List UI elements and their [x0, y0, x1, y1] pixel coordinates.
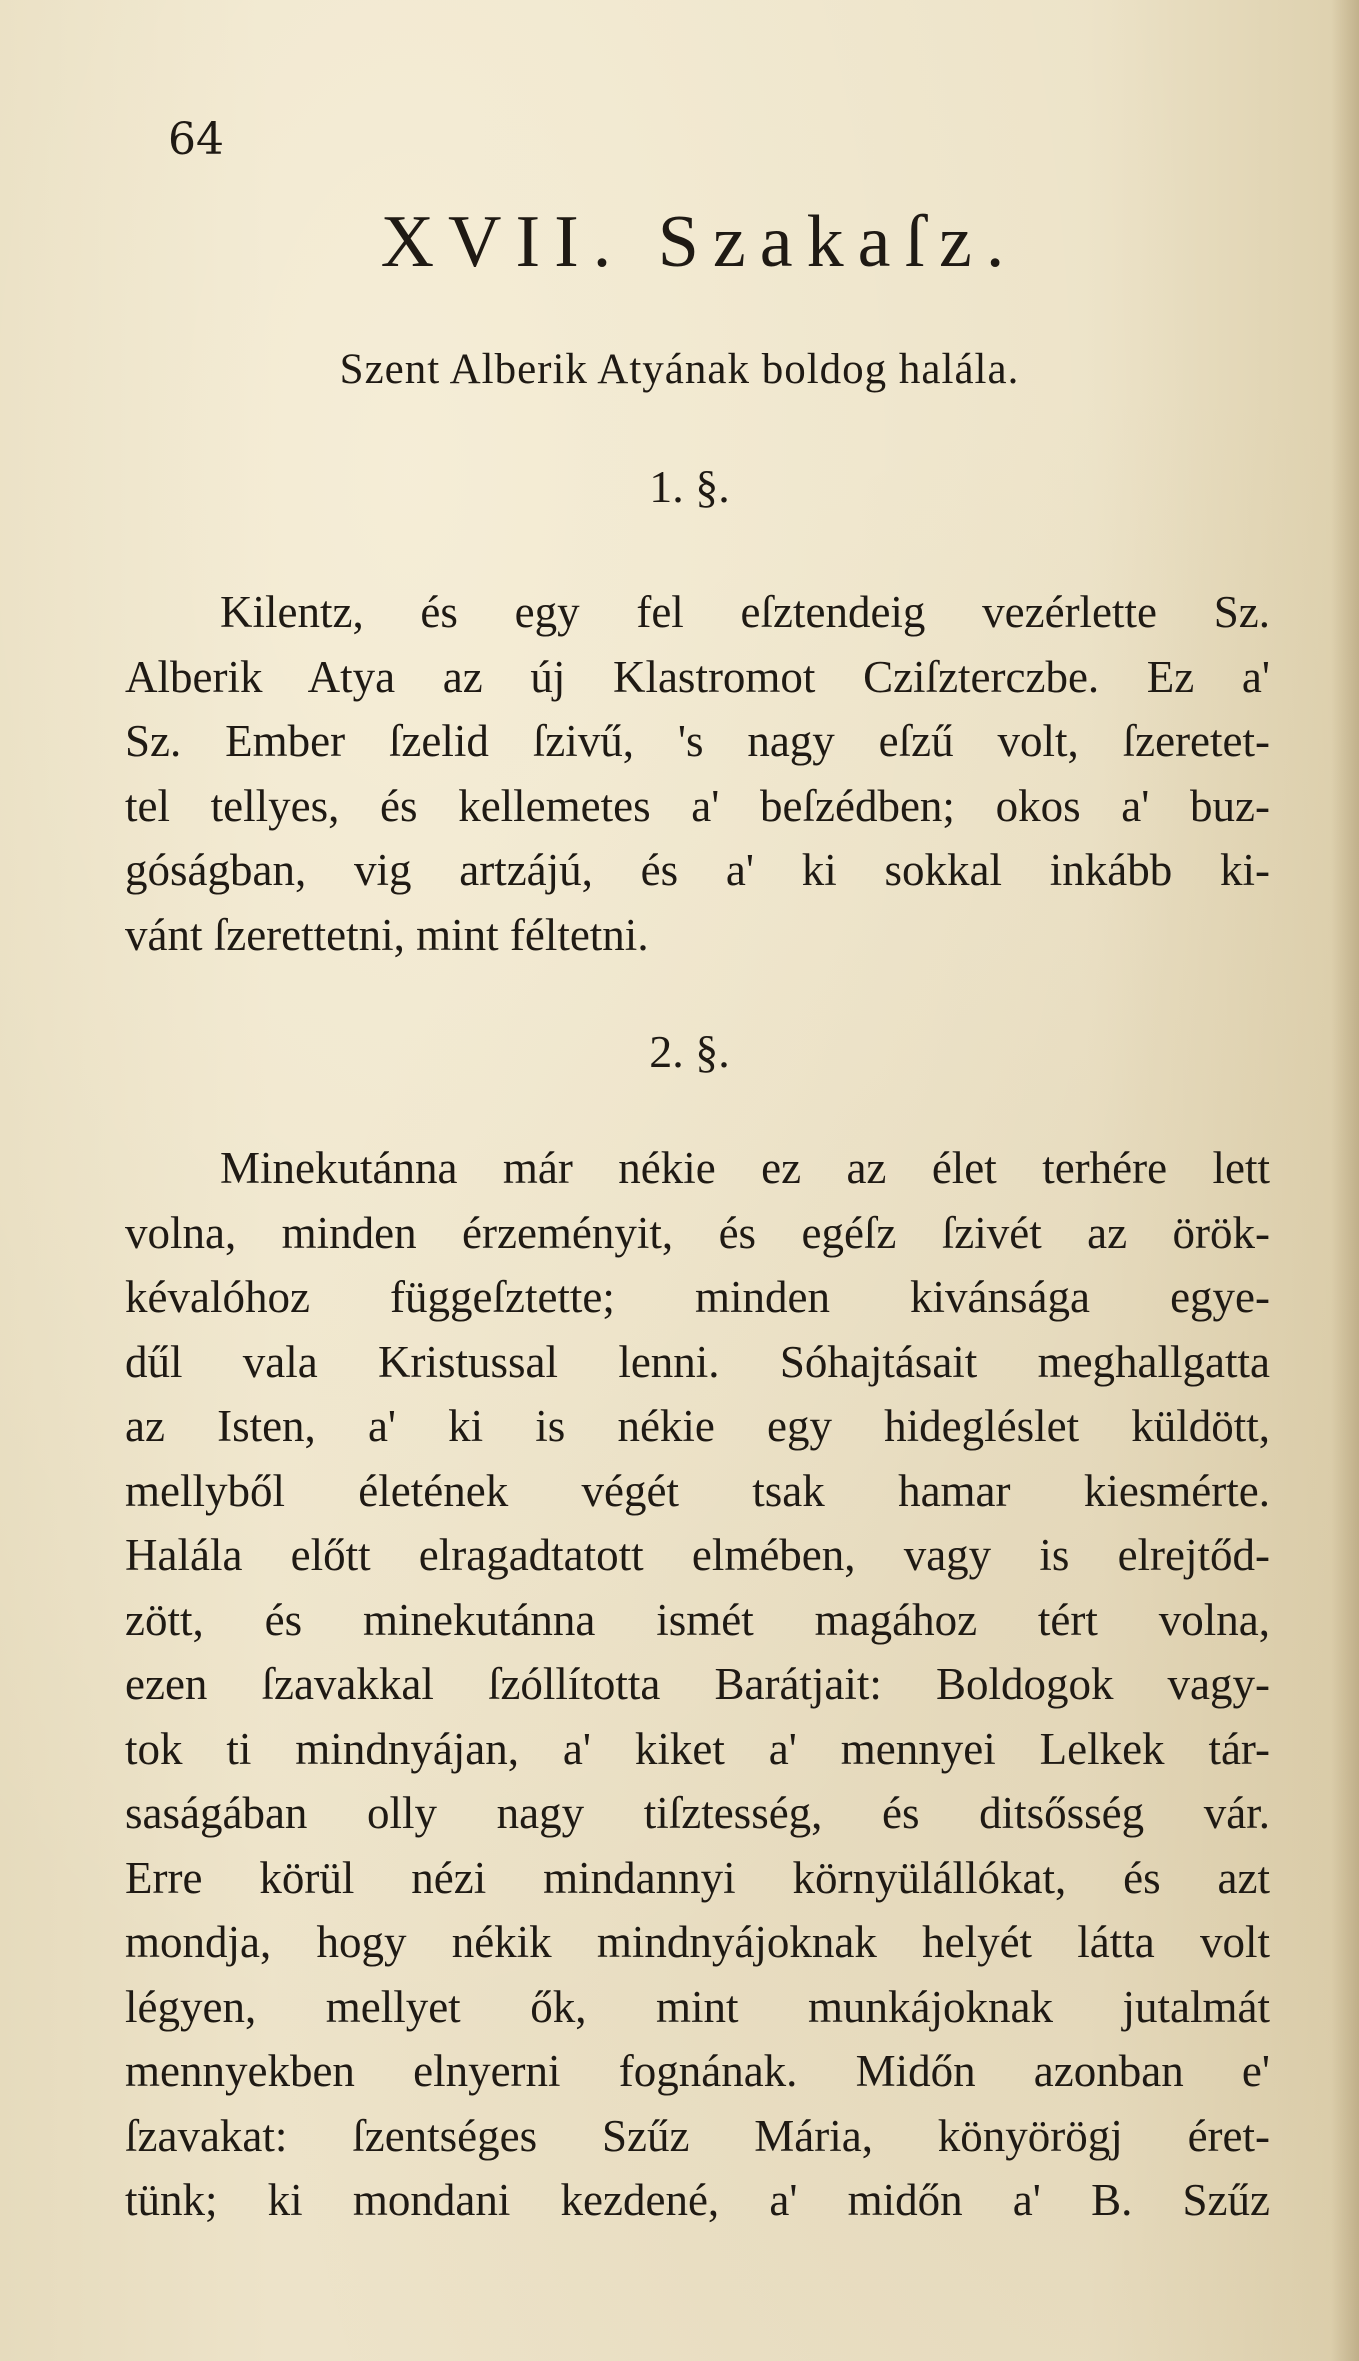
text-line: Erre körül nézi mindannyi környülállókat, és azt [125, 1852, 1270, 1903]
page-number: 64 [168, 114, 224, 165]
paragraph-2 [125, 1136, 1270, 2233]
section-mark-1: 1. §. [649, 461, 730, 512]
text-line: góságban, vig artzájú, és a' ki sokkal inkább ki- [125, 845, 1270, 895]
text-line: ſzavakat: ſzentséges Szűz Mária, könyörögj éret- [125, 2110, 1270, 2161]
chapter-title: XVII. Szakaſz. [380, 201, 1019, 283]
text-line: vánt ſzerettetni, mint féltetni. [125, 909, 649, 960]
text-line: saságában olly nagy tiſztesség, és ditsősség vár. [125, 1788, 1270, 1838]
text-line: Sz. Ember ſzelid ſzivű, 's nagy eſzű volt, ſzeretet- [125, 716, 1270, 766]
paragraph-1 [125, 580, 1270, 967]
text-line: Minekutánna már nékie ez az élet terhére lett [220, 1143, 1270, 1193]
text-line: Alberik Atya az új Klastromot Cziſzterczbe. Ez a' [125, 651, 1270, 702]
text-line: mondja, hogy nékik mindnyájoknak helyét látta volt [125, 1917, 1270, 1967]
text-line: dűl vala Kristussal lenni. Sóhajtásait meghallgatta [125, 1336, 1270, 1387]
text-line: zött, és minekutánna ismét magához tért volna, [125, 1594, 1270, 1645]
text-line: légyen, mellyet ők, mint munkájoknak jutalmát [125, 1981, 1270, 2032]
section-mark-2: 2. §. [649, 1026, 730, 1077]
text-line: ezen ſzavakkal ſzóllította Barátjait: Boldogok vagy- [125, 1659, 1270, 1709]
text-line: kévalóhoz függeſztette; minden kivánsága egye- [125, 1272, 1270, 1322]
text-line: az Isten, a' ki is nékie egy hidegléslet küldött, [125, 1401, 1270, 1451]
text-line: tel tellyes, és kellemetes a' beſzédben; okos a' buz- [125, 780, 1270, 831]
text-line: mennyekben elnyerni fognának. Midőn azonban e' [125, 2046, 1270, 2096]
text-line: Halála előtt elragadtatott elmében, vagy is elrejtőd- [125, 1530, 1270, 1580]
text-line: volna, minden érzeményit, és egéſz ſzivét az örök- [125, 1207, 1270, 1258]
text-line: tünk; ki mondani kezdené, a' midőn a' B. Szűz [125, 2175, 1270, 2225]
text-line: mellyből életének végét tsak hamar kiesmérte. [125, 1465, 1270, 1516]
text-line: tok ti mindnyájan, a' kiket a' mennyei Lelkek tár- [125, 1723, 1270, 1774]
chapter-subtitle: Szent Alberik Atyának boldog halála. [339, 346, 1020, 393]
text-line: Kilentz, és egy fel eſztendeig vezérlette Sz. [220, 587, 1270, 637]
